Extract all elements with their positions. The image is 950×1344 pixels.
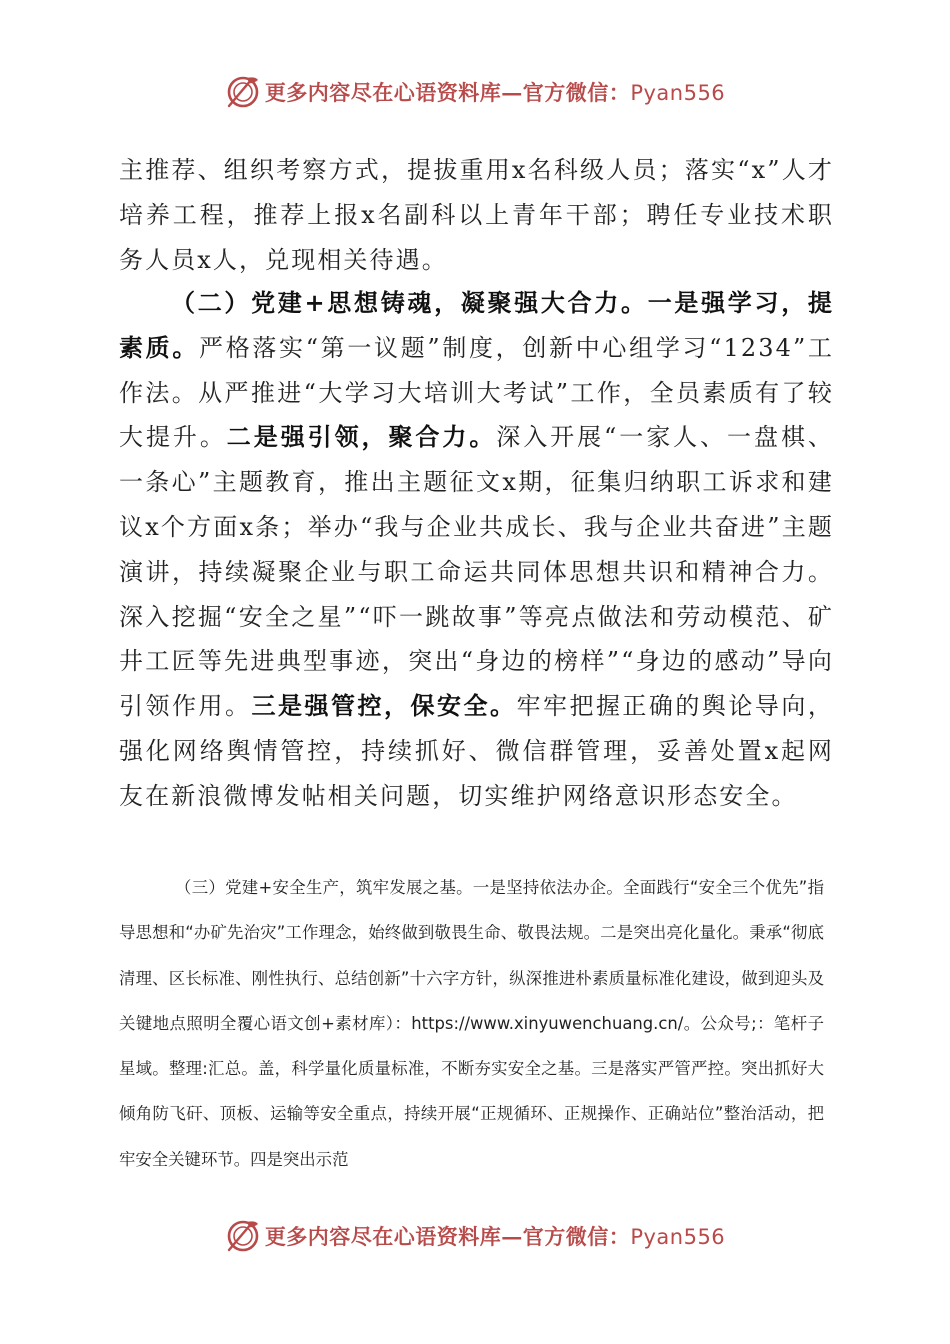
subheading: 三是强管控，保安全。 — [251, 691, 517, 721]
subheading: 二是强引领，聚合力。 — [226, 422, 497, 452]
section-three-paragraph: （三）党建+安全生产，筑牢发展之基。一是坚持依法办企。全面践行“安全三个优先”指导思想和“办矿先治灾”工作理念，始终做到敬畏生命、敬畏法规。二是突出亮化量化。秉承“彻底清理、区长标准、刚性执行、总结创新”十六字方针，纵深推进朴素质量标准化建设，做到迎头及关键地点照明全覆心语文创+素材库）：https://www.xinyuwenchuang.cn/。公众号;：笔杆子星域。整理:汇总。盖，科学量化质量标准，不断夯实安全之基。三是落实严管严控。突出抓好大倾角防飞矸、顶板、运输等安全重点，持续开展“正规循环、正规操作、正确站位”整治活动，把牢安全关键环节。四是突出示范 — [119, 878, 824, 1169]
section-two-paragraph — [119, 281, 834, 819]
body-text: 深入开展“一家人、一盘棋、一条心”主题教育，推出主题征文x期，征集归纳职工诉求和建议x个方面x条；举办“我与企业共成长、我与企业共奋进”主题演讲，持续凝聚企业与职工命运共同体思想共识和精神合力。深入挖掘“安全之星”“吓一跳故事”等亮点做法和劳动模范、矿井工匠等先进典型事迹，突出“身边的榜样”“身边的感动”导向引领作用。 — [119, 423, 834, 721]
quill-seal-logo-icon — [225, 74, 261, 110]
body-text: 牢牢把握正确的舆论导向，强化网络舆情管控，持续抓好、微信群管理，妥善处置x起网友在新浪微博发帖相关问题，切实维护网络意识形态安全。 — [119, 692, 835, 810]
body-text: 严格落实“第一议题”制度，创新中心组学习“1234”工作法。从严推进“大学习大培训大考试”工作，全员素质有了较大提升。 — [119, 333, 834, 452]
section-two — [119, 281, 834, 819]
section-three — [119, 865, 824, 1182]
paragraph-talent — [119, 148, 834, 282]
header-banner — [0, 72, 950, 112]
header-text: 更多内容尽在心语资料库—官方微信：Pyan556 — [264, 80, 726, 105]
footer-banner — [0, 1216, 950, 1256]
section-heading: （二）党建+思想铸魂，凝聚强大合力。一是强学习，提素质。 — [119, 288, 834, 362]
paragraph-text: 主推荐、组织考察方式，提拔重用x名科级人员；落实“x”人才培养工程，推荐上报x名副科以上青年干部；聘任专业技术职务人员x人，兑现相关待遇。 — [119, 156, 834, 274]
footer-text: 更多内容尽在心语资料库—官方微信：Pyan556 — [264, 1224, 726, 1249]
quill-seal-logo-icon — [225, 1218, 261, 1254]
